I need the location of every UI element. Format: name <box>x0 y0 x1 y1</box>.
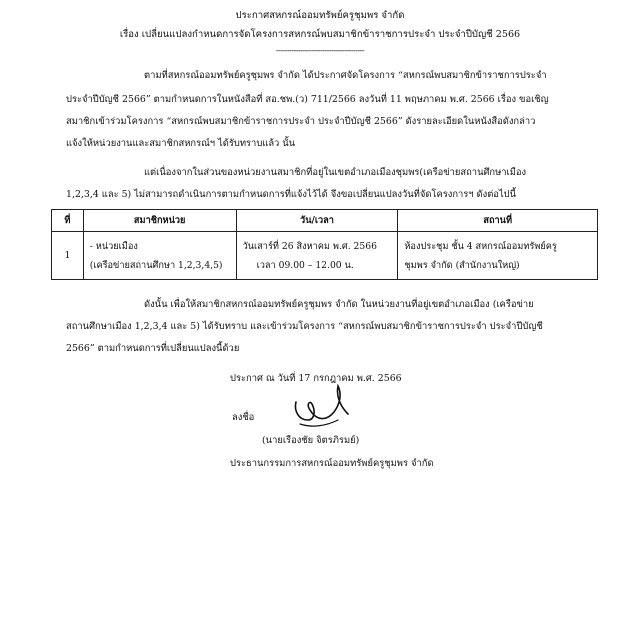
para3-line2: สถานศึกษาเมือง 1,2,3,4 และ 5) ได้รับทราบ และเข้าร่วมโครงการ “สหกรณ์พบสมาชิกข้าราชการประจำ ประจำปีบัญชี <box>66 321 543 332</box>
announce-date: ประกาศ ณ วันที่ 17 กรกฎาคม พ.ศ. 2566 <box>230 373 402 384</box>
schedule-table <box>51 209 598 280</box>
header-place: สถานที่ <box>398 210 598 232</box>
subject-line: เรื่อง เปลี่ยนแปลงกำหนดการจัดโครงการสหกรณ์พบสมาชิกข้าราชการประจำ ประจำปีบัญชี 2566 <box>119 29 521 40</box>
header-datetime: วัน/เวลา <box>236 210 398 232</box>
org-title: ประกาศสหกรณ์ออมทรัพย์ครูชุมพร จำกัด <box>235 10 405 21</box>
place-line2: ชุมพร จำกัด (สำนักงานใหญ่) <box>404 259 520 271</box>
divider: ---------------------------------------- <box>275 46 365 55</box>
row-unit <box>83 232 236 280</box>
para1-line1: ตามที่สหกรณ์ออมทรัพย์ครูชุมพร จำกัด ได้ประกาศจัดโครงการ “สหกรณ์พบสมาชิกข้าราชการประจำ <box>144 70 547 81</box>
table-row <box>52 232 598 280</box>
header-no: ที่ <box>52 210 84 232</box>
unit-line2: (เครือข่ายสถานศึกษา 1,2,3,4,5) <box>89 259 223 271</box>
signer-title: ประธานกรรมการสหกรณ์ออมทรัพย์ครูชุมพร จำกัด <box>230 458 434 469</box>
para1-line2: ประจำปีบัญชี 2566” ตามกำหนดการในหนังสือที่ สอ.ชพ.(ว) 711/2566 ลงวันที่ 11 พฤษภาคม พ.ศ. 2566 เรื่อง ขอเชิญ <box>66 94 549 105</box>
signer-name: (นายเรืองชัย จิตรภิรมย์) <box>262 435 360 446</box>
para1-line3: สมาชิกเข้าร่วมโครงการ “สหกรณ์พบสมาชิกข้าราชการประจำ ประจำปีบัญชี 2566” ดังรายละเอียดในหนังสือดังกล่าว <box>66 116 536 127</box>
table-header-row <box>52 210 598 232</box>
date-line2: เวลา 09.00 – 12.00 น. <box>256 259 354 271</box>
place-line1: ห้องประชุม ชั้น 4 สหกรณ์ออมทรัพย์ครู <box>404 240 557 252</box>
row-no: 1 <box>52 232 84 280</box>
sign-label: ลงชื่อ <box>232 412 255 423</box>
para2-line2: 1,2,3,4 และ 5) ไม่สามารถดำเนินการตามกำหนดการที่แจ้งไว้ได้ จึงขอเปลี่ยนแปลงวันที่จัดโครงการฯ ดังต่อไปนี้ <box>66 189 517 200</box>
date-line1: วันเสาร์ที่ 26 สิงหาคม พ.ศ. 2566 <box>242 240 377 252</box>
unit-line1: - หน่วยเมือง <box>89 240 138 252</box>
para2-line1: แต่เนื่องจากในส่วนของหน่วยงานสมาชิกที่อยู่ในเขตอำเภอเมืองชุมพร(เครือข่ายสถานศึกษาเมือง <box>144 167 527 178</box>
row-datetime <box>236 232 398 280</box>
row-place <box>398 232 598 280</box>
header-unit: สมาชิกหน่วย <box>83 210 236 232</box>
para3-line3: 2566” ตามกำหนดการที่เปลี่ยนแปลงนี้ด้วย <box>66 343 240 354</box>
signature-image <box>290 384 352 430</box>
para3-line1: ดังนั้น เพื่อให้สมาชิกสหกรณ์ออมทรัพย์ครูชุมพร จำกัด ในหน่วยงานที่อยู่เขตอำเภอเมือง (เครือข่าย <box>144 299 534 310</box>
para1-line4: แจ้งให้หน่วยงานและสมาชิกสหกรณ์ฯ ได้รับทราบแล้ว นั้น <box>66 138 296 149</box>
